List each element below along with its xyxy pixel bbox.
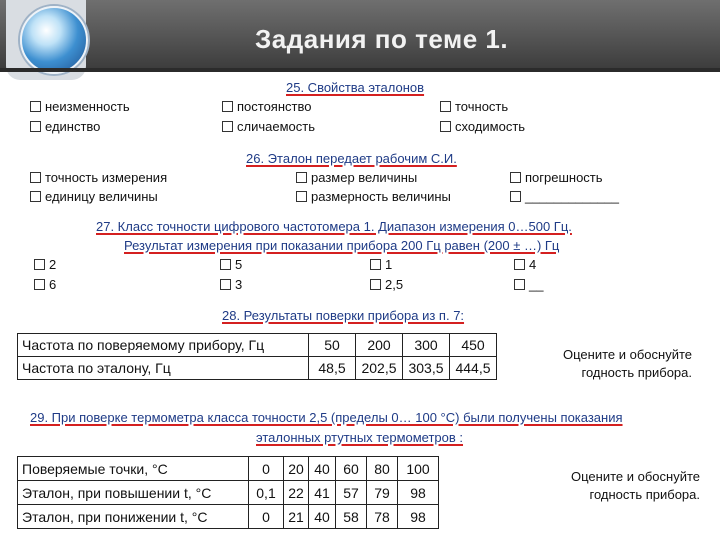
q29-heading-line1: 29. При поверке термометра класса точности 2,5 (пределы 0… 100 °С) были получены показания	[30, 410, 623, 425]
table-cell: 303,5	[403, 357, 450, 380]
checkbox-icon[interactable]	[440, 121, 451, 132]
q27-heading-line1: 27. Класс точности цифрового частотомера 1. Диапазон измерения 0…500 Гц.	[96, 219, 572, 234]
q25-option[interactable]: неизменность	[30, 99, 130, 115]
checkbox-icon[interactable]	[30, 172, 41, 183]
slide-title: Задания по теме 1.	[255, 24, 509, 54]
checkbox-icon[interactable]	[34, 259, 45, 270]
table-row	[18, 457, 439, 481]
checkbox-icon[interactable]	[220, 279, 231, 290]
q25-option[interactable]: сходимость	[440, 119, 525, 135]
checkbox-icon[interactable]	[34, 279, 45, 290]
q27-option[interactable]: 5	[220, 257, 242, 273]
checkbox-icon[interactable]	[30, 121, 41, 132]
table-cell: 48,5	[309, 357, 356, 380]
table-cell: 50	[309, 334, 356, 357]
q25-option[interactable]: сличаемость	[222, 119, 315, 135]
table-cell: 60	[336, 457, 367, 481]
q29-note: Оцените и обоснуйте годность прибора.	[571, 469, 700, 502]
checkbox-icon[interactable]	[220, 259, 231, 270]
checkbox-icon[interactable]	[222, 121, 233, 132]
table-cell: 79	[367, 481, 398, 505]
q28-table	[17, 333, 497, 380]
table-cell: 22	[284, 481, 309, 505]
table-cell: 98	[398, 481, 439, 505]
table-cell: 78	[367, 505, 398, 529]
checkbox-icon[interactable]	[514, 279, 525, 290]
q25-option[interactable]: точность	[440, 99, 508, 115]
table-row	[18, 334, 497, 357]
table-row	[18, 505, 439, 529]
checkbox-icon[interactable]	[30, 101, 41, 112]
checkbox-icon[interactable]	[296, 172, 307, 183]
q27-option[interactable]: 4	[514, 257, 536, 273]
table-cell: 450	[450, 334, 497, 357]
q28-heading: 28. Результаты поверки прибора из п. 7:	[222, 308, 465, 323]
q27-option[interactable]: __	[514, 277, 543, 293]
q26-option[interactable]: размер величины	[296, 170, 417, 186]
checkbox-icon[interactable]	[514, 259, 525, 270]
checkbox-icon[interactable]	[296, 191, 307, 202]
q28-note: Оцените и обоснуйте годность прибора.	[563, 347, 692, 380]
table-cell: 100	[398, 457, 439, 481]
q26-option[interactable]: _____________	[510, 189, 619, 205]
table-cell: 41	[309, 481, 336, 505]
table-cell: 58	[336, 505, 367, 529]
checkbox-icon[interactable]	[510, 191, 521, 202]
table-cell: 0	[249, 505, 284, 529]
row-label: Поверяемые точки, °С	[18, 457, 249, 481]
table-cell: 98	[398, 505, 439, 529]
table-cell: 20	[284, 457, 309, 481]
table-cell: 57	[336, 481, 367, 505]
slide-header	[0, 0, 720, 72]
q26-option[interactable]: размерность величины	[296, 189, 451, 205]
table-cell: 300	[403, 334, 450, 357]
q26-option[interactable]: единицу величины	[30, 189, 158, 205]
q27-option[interactable]: 1	[370, 257, 392, 273]
table-row	[18, 481, 439, 505]
table-cell: 40	[309, 457, 336, 481]
checkbox-icon[interactable]	[510, 172, 521, 183]
checkbox-icon[interactable]	[30, 191, 41, 202]
row-label: Эталон, при повышении t, °С	[18, 481, 249, 505]
q29-table	[17, 456, 439, 529]
checkbox-icon[interactable]	[370, 259, 381, 270]
checkbox-icon[interactable]	[370, 279, 381, 290]
q29-heading-line2: эталонных ртутных термометров :	[256, 430, 464, 445]
checkbox-icon[interactable]	[222, 101, 233, 112]
q25-option[interactable]: единство	[30, 119, 100, 135]
logo-badge	[6, 0, 86, 80]
q27-option[interactable]: 2,5	[370, 277, 403, 293]
q26-heading: 26. Эталон передает рабочим С.И.	[246, 151, 457, 166]
q27-option[interactable]: 2	[34, 257, 56, 273]
checkbox-icon[interactable]	[440, 101, 451, 112]
table-cell: 200	[356, 334, 403, 357]
q25-heading: 25. Свойства эталонов	[286, 80, 425, 95]
table-cell: 0,1	[249, 481, 284, 505]
q26-option[interactable]: погрешность	[510, 170, 603, 186]
globe-icon	[20, 6, 88, 74]
q27-heading-line2: Результат измерения при показании прибора 200 Гц равен (200 ± …) Гц	[124, 238, 560, 253]
table-cell: 21	[284, 505, 309, 529]
q25-option[interactable]: постоянство	[222, 99, 311, 115]
table-cell: 444,5	[450, 357, 497, 380]
table-cell: 40	[309, 505, 336, 529]
q26-option[interactable]: точность измерения	[30, 170, 167, 186]
q27-option[interactable]: 3	[220, 277, 242, 293]
table-cell: 202,5	[356, 357, 403, 380]
table-cell: 0	[249, 457, 284, 481]
row-label: Частота по поверяемому прибору, Гц	[18, 334, 309, 357]
table-row	[18, 357, 497, 380]
row-label: Эталон, при понижении t, °С	[18, 505, 249, 529]
row-label: Частота по эталону, Гц	[18, 357, 309, 380]
q27-option[interactable]: 6	[34, 277, 56, 293]
table-cell: 80	[367, 457, 398, 481]
